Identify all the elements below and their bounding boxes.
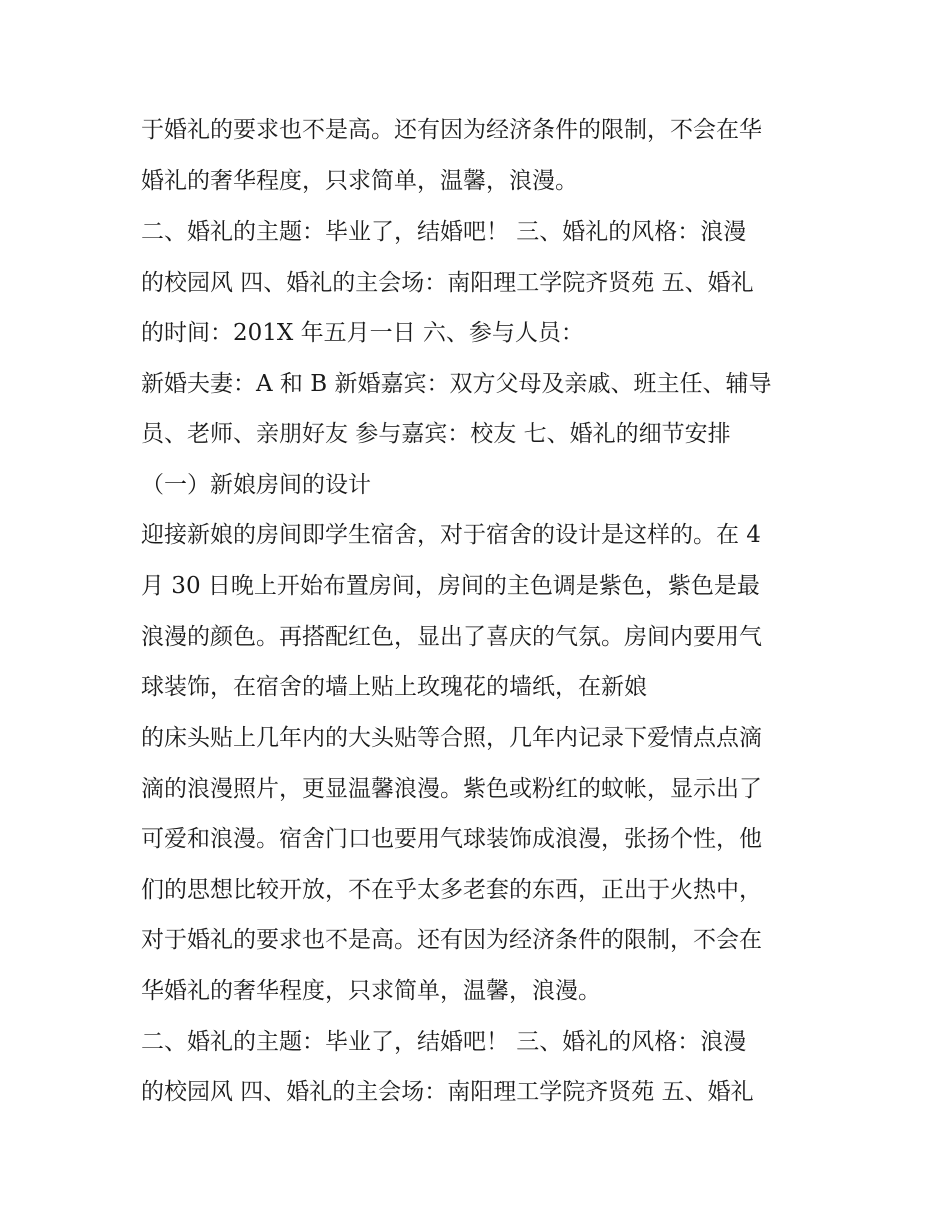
- text-line: 滴的浪漫照片，更显温馨浪漫。紫色或粉红的蚊帐，显示出了: [141, 776, 762, 802]
- text-line: 球装饰，在宿舍的墙上贴上玫瑰花的墙纸，在新娘: [141, 674, 647, 700]
- text-line: 婚礼的奢华程度，只求简单，温馨，浪漫。: [141, 168, 578, 194]
- text-line: 华婚礼的奢华程度，只求简单，温馨，浪漫。: [141, 978, 601, 1004]
- text-line: 员、老师、亲朋好友 参与嘉宾：校友 七、婚礼的细节安排: [141, 421, 731, 447]
- text-line: 浪漫的颜色。再搭配红色，显出了喜庆的气氛。房间内要用气: [141, 624, 762, 650]
- text-line: 的校园风 四、婚礼的主会场：南阳理工学院齐贤苑 五、婚礼: [141, 1079, 754, 1105]
- text-line: 月 30 日晚上开始布置房间，房间的主色调是紫色，紫色是最: [141, 573, 760, 599]
- text-line: 的床头贴上几年内的大头贴等合照，几年内记录下爱情点点滴: [141, 725, 762, 751]
- text-line: 二、婚礼的主题：毕业了，结婚吧！ 三、婚礼的风格：浪漫: [141, 219, 747, 245]
- text-line: 可爱和浪漫。宿舍门口也要用气球装饰成浪漫，张扬个性，他: [141, 826, 762, 852]
- text-line: 新婚夫妻：A 和 B 新婚嘉宾：双方父母及亲戚、班主任、辅导: [141, 371, 772, 397]
- text-line: 的校园风 四、婚礼的主会场：南阳理工学院齐贤苑 五、婚礼: [141, 270, 754, 296]
- text-line: 于婚礼的要求也不是高。还有因为经济条件的限制，不会在华: [141, 117, 762, 143]
- text-line: 的时间：201X 年五月一日 六、参与人员：: [141, 320, 584, 346]
- text-line: 二、婚礼的主题：毕业了，结婚吧！ 三、婚礼的风格：浪漫: [141, 1029, 747, 1055]
- text-line: 迎接新娘的房间即学生宿舍，对于宿舍的设计是这样的。在 4: [141, 522, 761, 548]
- text-line: 对于婚礼的要求也不是高。还有因为经济条件的限制，不会在: [141, 927, 762, 953]
- section-heading: （一）新娘房间的设计: [141, 472, 371, 498]
- text-line: 们的思想比较开放，不在乎太多老套的东西，正出于火热中，: [141, 877, 762, 903]
